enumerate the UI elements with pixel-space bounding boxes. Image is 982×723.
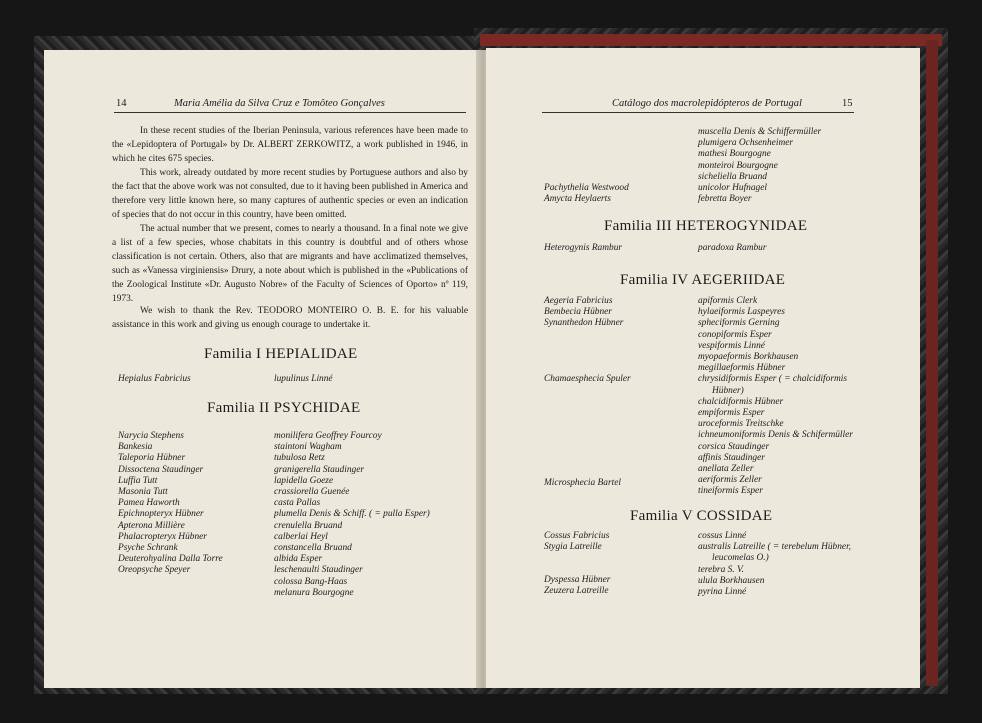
genus-name: Chamaesphecia Spuler (544, 374, 631, 384)
genus-column (544, 531, 609, 553)
species-name: aeriformis Zeller (698, 475, 762, 486)
right-header-rule (542, 112, 854, 113)
species-name: crassiorella Guenée (274, 487, 350, 498)
species-name: apiformis Clerk (698, 296, 758, 306)
genus-name: Heterogynis Rambur (544, 243, 623, 253)
species-name: megillaeformis Hübner (698, 363, 786, 374)
species-name: muscella Denis & Schiffermüller (698, 127, 822, 137)
species-name: albida Esper (274, 554, 323, 565)
species-name: hylaeiformis Laspeyres (698, 307, 785, 318)
genus-name: Aegeria Fabricius (544, 296, 613, 306)
genus-name: Taleporia Hübner (118, 453, 186, 464)
species-name: uroceformis Treitschke (698, 419, 784, 430)
species-name: leschenaulti Staudinger (274, 565, 363, 576)
genus-name: Deuterohyalina Dalla Torre (118, 554, 223, 565)
species-name: lapidella Goeze (274, 475, 334, 486)
genus-column (544, 575, 610, 597)
species-name: mathesi Bourgogne (698, 149, 771, 160)
species-name: febretta Boyer (698, 194, 752, 205)
species-name: corsica Staudinger (698, 441, 770, 452)
genus-name: Luffia Tutt (118, 475, 158, 486)
species-name: cossus Linné (698, 531, 747, 541)
species-name: monilifera Geoffrey Fourcoy (274, 431, 382, 441)
species-name: crenulella Bruand (274, 520, 343, 531)
genus-column (544, 296, 623, 330)
species-name: tubulosa Retz (274, 453, 325, 464)
genus-name: Bembecia Hübner (544, 307, 612, 318)
species-name: leucomelas O.) (712, 553, 769, 564)
species-name: pyrina Linné (698, 587, 747, 598)
species-name: staintoni Wagham (274, 442, 342, 453)
genus-name: Cossus Fabricius (544, 531, 610, 541)
species-name: sicheliella Bruand (698, 171, 767, 182)
paragraph: This work, already outdated by more recent studies by Portuguese authors and also by the fact that the above work was not consulted, due to it having been published in America and therefore very little known here, so many captures of authentic species or even an indication of species that do not occur in this country, have been omitted. (112, 168, 468, 220)
species-name: tineiformis Esper (698, 486, 763, 497)
genus-name: Pachythelia Westwood (544, 183, 629, 193)
species-name: spheciformis Gerning (698, 318, 780, 329)
genus-name: Dyspessa Hübner (544, 575, 611, 585)
right-running-head: Catálogo dos macrolepidópteros de Portugal (612, 98, 802, 109)
genus-name: Masonia Tutt (118, 487, 168, 498)
family-heading: Familia V COSSIDAE (630, 508, 773, 524)
right-page-number: 15 (842, 98, 853, 109)
genus-name: Stygia Latreille (544, 542, 602, 553)
book-side-edge (926, 40, 938, 686)
species-column (698, 296, 853, 498)
species-name: ichneumoniformis Denis & Schifermüller (698, 430, 853, 441)
family-heading: Familia II PSYCHIDAE (207, 400, 361, 416)
left-page (44, 50, 480, 688)
species-name: empiformis Esper (698, 408, 765, 419)
paragraph: The actual number that we present, comes to nearly a thousand. In a final note we give a list of a few species, whose chabitats in this country is doubtful and of others whose classification is not certain. Others, also that are migrants and have acclimatized themselves, such as «Vanessa virginiensis» Drury, a note about which is published in the «Publications of the Zoological Institute «Dr. Augusto Nobre» of the Faculty of Sciences of Oporto» nº 119, 1973. (112, 224, 468, 304)
paragraph: We wish to thank the Rev. TEODORO MONTEIRO O. B. E. for his valuable assistance in this work and giving us enough courage to undertake it. (112, 306, 468, 330)
genus-name: Epichnopteryx Hübner (118, 509, 204, 520)
paragraph: In these recent studies of the Iberian Peninsula, various references have been made to the «Lepidoptera of Portugal» by Dr. ALBERT ZERKOWITZ, a work published in 1946, in which he cites 675 species. (112, 126, 468, 164)
genus-name: Apterona Millière (118, 520, 185, 531)
species-name: chalcidiformis Hübner (698, 396, 784, 407)
right-page (486, 48, 920, 688)
genus-name: Psyche Schrank (118, 543, 178, 554)
genus-name: Zeuzera Latreille (544, 586, 609, 597)
genus-name: Phalacropteryx Hübner (118, 531, 207, 542)
species-name: myopaeformis Borkhausen (698, 352, 799, 363)
species-name: lupulinus Linné (274, 374, 333, 384)
left-header-rule (114, 112, 466, 113)
species-name: terebra S. V. (698, 564, 744, 575)
genus-name: Amycta Heylaerts (544, 194, 611, 205)
genus-name: Pamea Haworth (118, 498, 180, 509)
species-name: paradoxa Rambur (698, 243, 767, 253)
species-column (698, 127, 821, 205)
species-name: affinis Staudinger (698, 452, 765, 463)
species-name: monteiroi Bourgogne (698, 160, 778, 171)
left-page-number: 14 (116, 98, 127, 109)
species-name: constancella Bruand (274, 543, 352, 554)
species-column (698, 243, 767, 254)
species-name: Hübner) (712, 385, 744, 396)
genus-name: Synanthedon Hübner (544, 318, 624, 329)
genus-column (544, 374, 631, 385)
species-name: chrysidiformis Esper ( = chalcidiformis (698, 374, 848, 385)
left-running-head: Maria Amélia da Silva Cruz e Tomôteo Gonçalves (174, 98, 385, 109)
genus-column (544, 478, 621, 489)
species-name: unicolor Hufnagel (698, 183, 768, 194)
genus-column (544, 243, 622, 254)
species-name: plumigera Ochsenheimer (698, 138, 794, 149)
family-heading: Familia III HETEROGYNIDAE (604, 218, 808, 234)
genus-name: Narycia Stephens (118, 431, 184, 441)
species-name: casta Pallas (274, 498, 321, 509)
species-column (274, 374, 333, 385)
book-top-edge (480, 34, 942, 46)
genus-column (544, 183, 629, 205)
genus-name: Oreopsyche Speyer (118, 565, 191, 576)
species-name: granigerella Staudinger (274, 464, 365, 475)
species-name: colossa Bang-Haas (274, 576, 348, 587)
family-heading: Familia IV AEGERIIDAE (620, 272, 786, 288)
genus-name: Dissoctena Staudinger (118, 464, 204, 475)
species-name: australis Latreille ( = terebelum Hübner, (698, 542, 852, 553)
species-column (698, 531, 851, 598)
species-name: ulula Borkhausen (698, 575, 765, 586)
genus-name: Bankesia (118, 442, 153, 453)
species-name: melanura Bourgogne (274, 587, 354, 598)
species-name: plumella Denis & Schiff. ( = pulla Esper) (274, 509, 430, 520)
species-name: conopiformis Esper (698, 329, 772, 340)
species-column (274, 431, 430, 599)
species-name: anellata Zeller (698, 464, 754, 475)
species-name: vespiformis Linné (698, 340, 765, 351)
genus-name: Microsphecia Bartel (544, 478, 621, 488)
genus-column (118, 374, 191, 385)
genus-column (118, 431, 223, 577)
family-heading: Familia I HEPIALIDAE (204, 346, 358, 362)
species-name: calberlai Heyl (274, 531, 328, 542)
genus-name: Hepialus Fabricius (118, 374, 191, 384)
